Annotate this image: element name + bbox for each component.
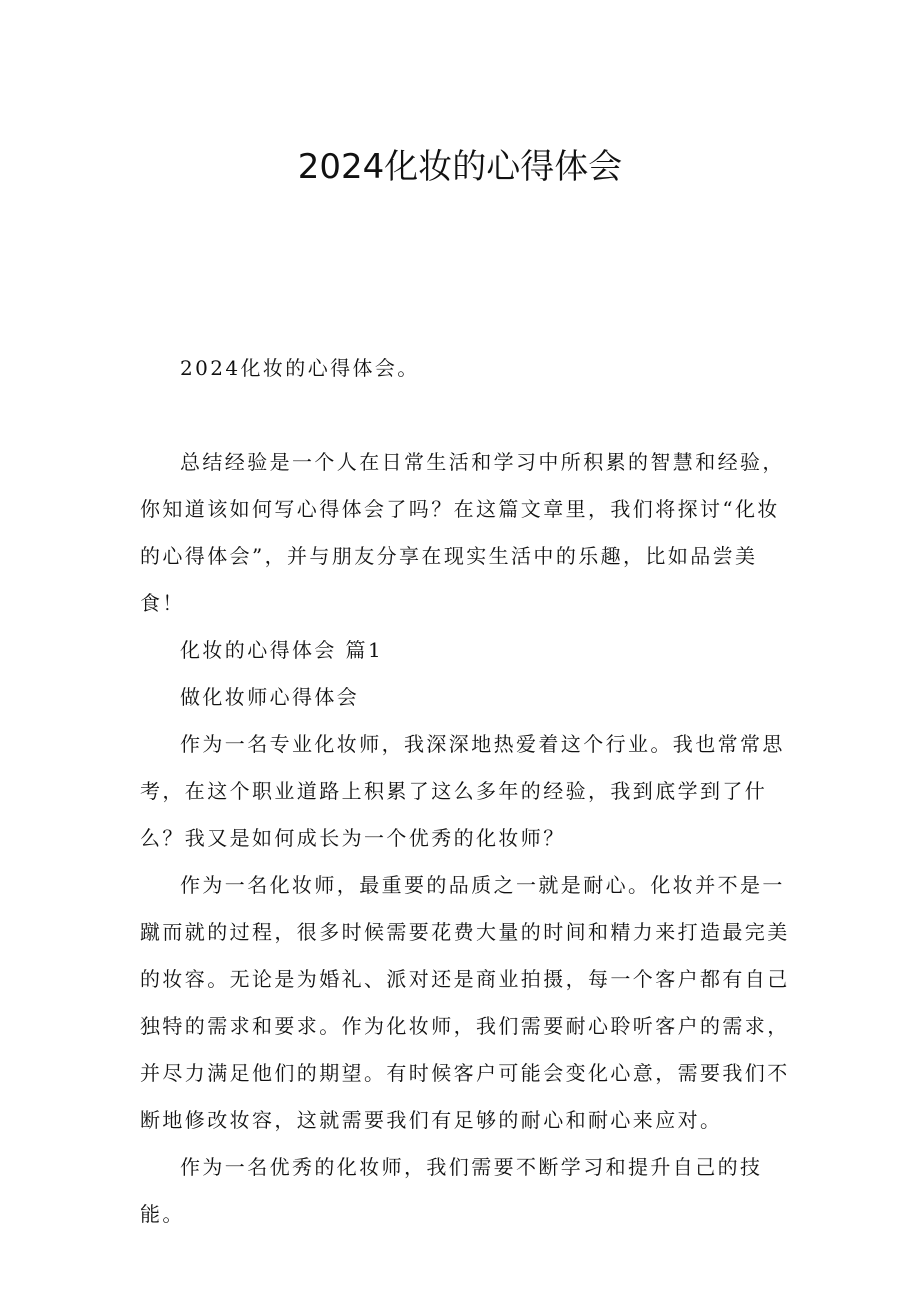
body-paragraph-3: 作为一名优秀的化妆师，我们需要不断学习和提升自己的技能。 [140, 1155, 763, 1226]
body-paragraph-1: 作为一名专业化妆师，我深深地热爱着这个行业。我也常常思考，在这个职业道路上积累了这么多年的经验，我到底学到了什么？我又是如何成长为一个优秀的化妆师？ [140, 732, 785, 850]
intro-paragraph: 2024化妆的心得体会。 [180, 356, 420, 380]
document-body [140, 345, 800, 1238]
section-heading: 化妆的心得体会 篇1 [180, 638, 384, 662]
document-title: 2024化妆的心得体会 [297, 147, 623, 187]
blank-line [140, 392, 800, 439]
body-paragraph-2: 作为一名化妆师，最重要的品质之一就是耐心。化妆并不是一蹴而就的过程，很多时候需要花费大量的时间和精力来打造最完美的妆容。无论是为婚礼、派对还是商业拍摄，每一个客户都有自己独特的需求和要求。作为化妆师，我们需要耐心聆听客户的需求，并尽力满足他们的期望。有时候客户可能会变化心意，需要我们不断地修改妆容，这就需要我们有足够的耐心和耐心来应对。 [140, 873, 790, 1132]
subheading: 做化妆师心得体会 [180, 685, 360, 709]
summary-paragraph: 总结经验是一个人在日常生活和学习中所积累的智慧和经验，你知道该如何写心得体会了吗？在这篇文章里，我们将探讨“化妆的心得体会”，并与朋友分享在现实生活中的乐趣，比如品尝美食！ [140, 450, 785, 615]
